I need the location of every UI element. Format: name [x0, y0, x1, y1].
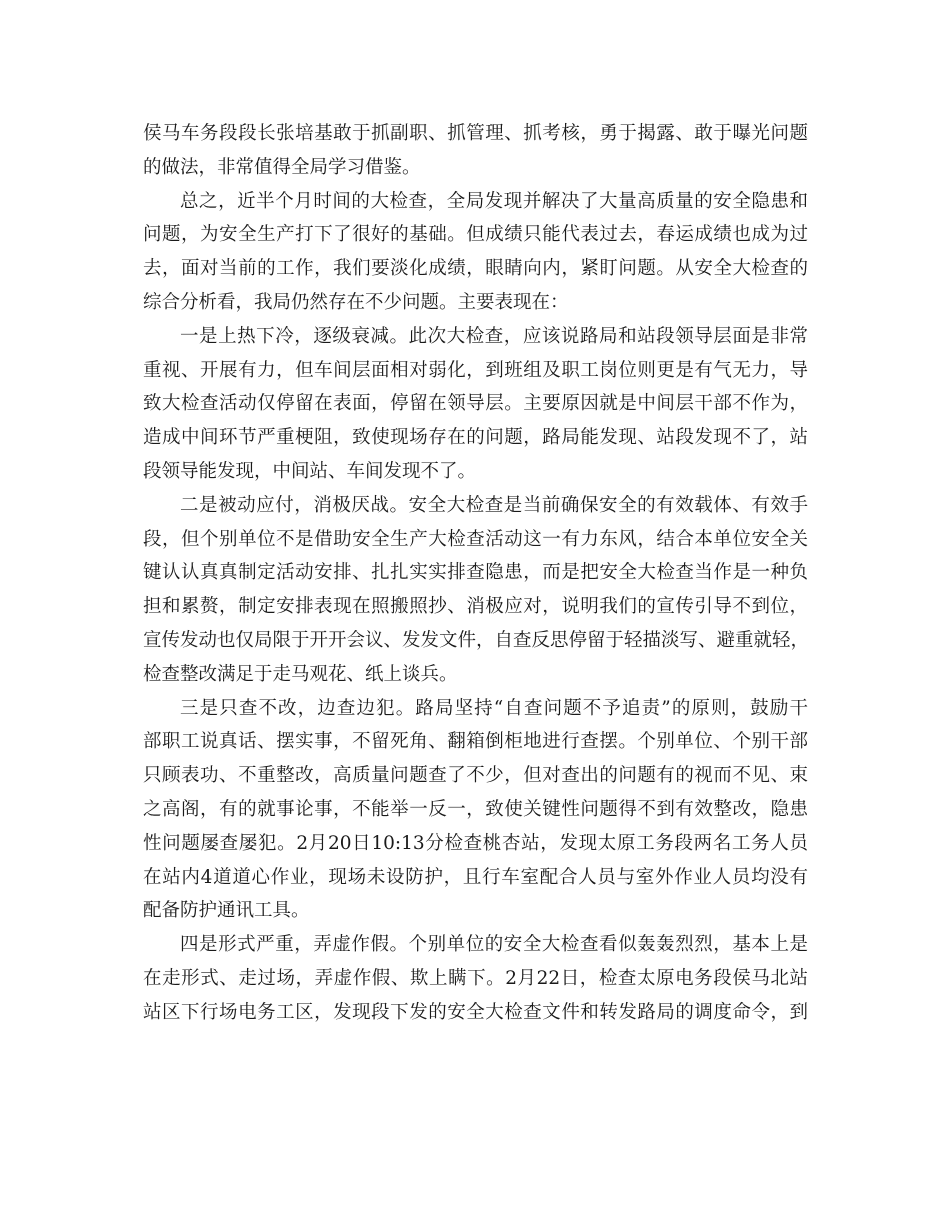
text-line: 站区下行场电务工区，发现段下发的安全大检查文件和转发路局的调度命令，到: [143, 1001, 808, 1023]
text-line: 造成中间环节严重梗阻，致使现场存在的问题，路局能发现、站段发现不了，站: [143, 427, 808, 449]
text-line: 问题，为安全生产打下了很好的基础。但成绩只能代表过去，春运成绩也成为过: [143, 224, 808, 246]
paragraph-first-line: 一是上热下冷，逐级衰减。此次大检查，应该说路局和站段领导层面是非常: [180, 325, 808, 347]
text-line: 重视、开展有力，但车间层面相对弱化，到班组及职工岗位则更是有气无力，导: [143, 359, 808, 381]
text-line: 性问题屡查屡犯。2月20日10:13分检查桃杏站，发现太原工务段两名工务人员: [143, 832, 808, 854]
text-line: 键认认真真制定活动安排、扎扎实实排查隐患，而是把安全大检查当作是一种负: [143, 562, 808, 584]
text-line: 在站内4道道心作业，现场未设防护，且行车室配合人员与室外作业人员均没有: [143, 866, 808, 888]
text-line: 担和累赘，制定安排表现在照搬照抄、消极应对，说明我们的宣传引导不到位，: [143, 596, 808, 618]
paragraph-first-line: 三是只查不改，边查边犯。路局坚持“自查问题不予追责”的原则，鼓励干: [180, 697, 808, 719]
text-line: 致大检查活动仅停留在表面，停留在领导层。主要原因就是中间层干部不作为，: [143, 393, 808, 415]
text-line: 只顾表功、不重整改，高质量问题查了不少，但对查出的问题有的视而不见、束: [143, 765, 808, 787]
text-line: 部职工说真话、摆实事，不留死角、翻箱倒柜地进行查摆。个别单位、个别干部: [143, 731, 808, 753]
text-line: 之高阁，有的就事论事，不能举一反一，致使关键性问题得不到有效整改，隐患: [143, 798, 808, 820]
text-line: 综合分析看，我局仍然存在不少问题。主要表现在：: [143, 291, 569, 313]
body-text: [143, 117, 808, 1030]
paragraph-first-line: 二是被动应付，消极厌战。安全大检查是当前确保安全的有效载体、有效手: [180, 494, 808, 516]
text-line: 检查整改满足于走马观花、纸上谈兵。: [143, 663, 458, 685]
text-line: 段，但个别单位不是借助安全生产大检查活动这一有力东风，结合本单位安全关: [143, 528, 808, 550]
text-line: 侯马车务段段长张培基敢于抓副职、抓管理、抓考核，勇于揭露、敢于曝光问题: [143, 123, 808, 144]
paragraph-first-line: 总之，近半个月时间的大检查，全局发现并解决了大量高质量的安全隐患和: [180, 190, 808, 212]
text-line: 配备防护通讯工具。: [143, 900, 310, 922]
text-line: 去，面对当前的工作，我们要淡化成绩，眼睛向内，紧盯问题。从安全大检查的: [143, 258, 808, 280]
text-line: 的做法，非常值得全局学习借鉴。: [143, 156, 421, 178]
text-line: 段领导能发现，中间站、车间发现不了。: [143, 460, 477, 482]
text-line: 宣传发动也仅局限于开开会议、发发文件，自查反思停留于轻描淡写、避重就轻，: [143, 629, 810, 651]
paragraph-first-line: 四是形式严重，弄虚作假。个别单位的安全大检查看似轰轰烈烈，基本上是: [180, 934, 808, 956]
text-line: 在走形式、走过场，弄虚作假、欺上瞒下。2月22日，检查太原电务段侯马北站: [143, 967, 808, 989]
